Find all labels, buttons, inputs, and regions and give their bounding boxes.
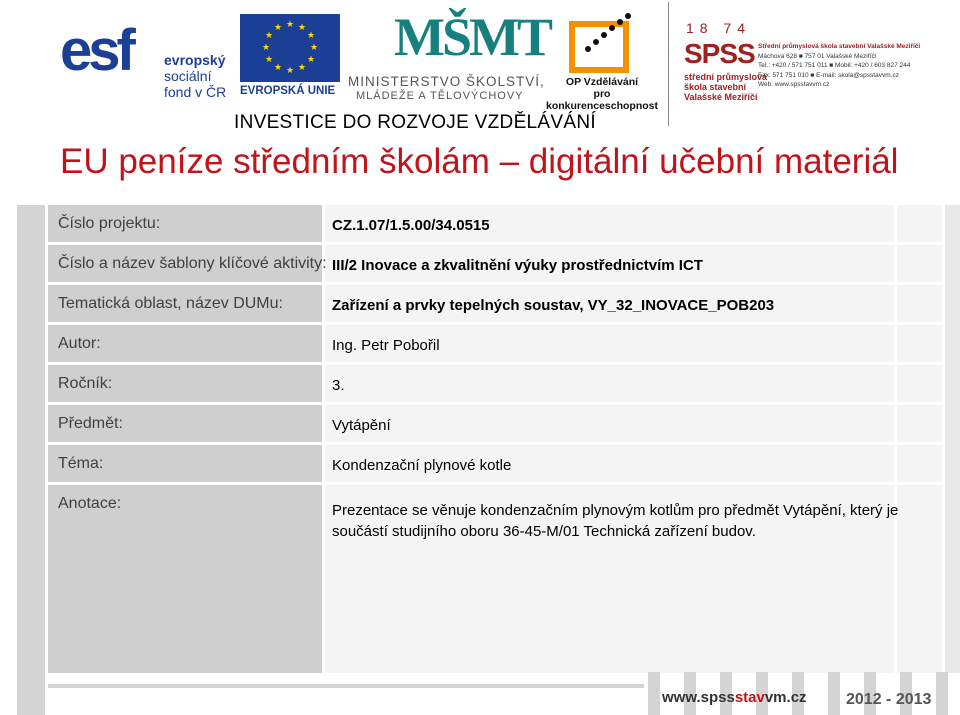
svg-text:★: ★ (285, 20, 295, 30)
footer-cell (828, 672, 840, 715)
column-separator (322, 205, 325, 673)
school-contact (758, 42, 958, 90)
investice-tagline: INVESTICE DO ROZVOJE VZDĚLÁVÁNÍ (234, 112, 596, 133)
row-label-theme: Téma: (58, 455, 104, 472)
row-label-annotation: Anotace: (58, 495, 122, 512)
eu-logo-caption: EVROPSKÁ UNIE (240, 85, 336, 97)
row-value-template: III/2 Inovace a zkvalitnění výuky prostřednictvím ICT (332, 257, 703, 274)
row-label-author: Autor: (58, 335, 101, 352)
right-separator (894, 205, 897, 673)
row-value-annotation: Prezentace se věnuje kondenzačním plynovým kotlům pro předmět Vytápění, který je součástí studijního oboru 36-45-M/01 Technická zařízení budov. (332, 502, 899, 540)
esf-logo (60, 14, 232, 100)
row-separator (48, 482, 942, 485)
spss-logo-mark: SPSS (684, 38, 755, 69)
label-column (48, 205, 322, 673)
footer-web-post: vm.cz (764, 689, 807, 706)
footer-website (662, 690, 807, 705)
row-separator (48, 402, 942, 405)
svg-text:★: ★ (306, 31, 316, 41)
op-logo-line2: pro konkurenceschopnost (545, 88, 659, 112)
logo-bar (0, 0, 960, 133)
page-title: EU peníze středním školám – digitální učební materiál (60, 142, 899, 181)
school-name: Střední průmyslová škola stavební Valašské Meziříčí (758, 43, 921, 50)
row-label-topic: Tematická oblast, název DUMu: (58, 295, 283, 312)
footer-cell (648, 672, 660, 715)
footer-rail (17, 672, 45, 715)
school-address: Máchova 628 ■ 757 01 Valašské Meziříčí (758, 52, 877, 60)
row-separator (48, 362, 942, 365)
msmt-logo-line1: MINISTERSTVO ŠKOLSTVÍ, (348, 74, 545, 89)
svg-text:★: ★ (273, 63, 283, 73)
school-tel: Tel.: +420 / 571 751 011 ■ Mobil: +420 / 603 827 244 (758, 62, 911, 69)
value-column (325, 205, 942, 673)
school-fax: Fax: 571 751 010 ■ E-mail: skola@spsstavvm.cz (758, 71, 899, 79)
footer-web-accent: stav (734, 689, 765, 706)
footer-line (48, 684, 644, 688)
msmt-logo (346, 7, 550, 102)
logo-divider (668, 2, 669, 126)
svg-text:★: ★ (309, 43, 319, 53)
footer-years: 2012 - 2013 (846, 691, 932, 708)
op-logo-caption (544, 76, 660, 112)
op-logo (544, 10, 660, 112)
row-separator (48, 442, 942, 445)
svg-text:★: ★ (285, 66, 295, 76)
row-label-template: Číslo a název šablony klíčové aktivity: (58, 255, 327, 272)
esf-logo-line1: evropský (164, 52, 226, 68)
right-rail (945, 205, 960, 673)
left-rail (17, 205, 45, 673)
esf-logo-mark: esf (60, 18, 132, 83)
spss-logo-line2: škola stavební (684, 82, 747, 92)
svg-text:★: ★ (297, 63, 307, 73)
row-separator (48, 282, 942, 285)
eu-flag-icon (240, 14, 340, 82)
spss-logo-line3: Valašské Meziříčí (684, 92, 758, 102)
row-label-grade: Ročník: (58, 375, 113, 392)
row-label-subject: Předmět: (58, 415, 123, 432)
svg-text:★: ★ (264, 55, 274, 65)
row-value-author: Ing. Petr Pobořil (332, 337, 440, 354)
svg-text:★: ★ (264, 31, 274, 41)
esf-logo-line3: fond v ČR (164, 84, 227, 100)
msmt-logo-mark: MŠMT (394, 7, 550, 67)
row-value-subject: Vytápění (332, 417, 391, 434)
row-separator (48, 322, 942, 325)
row-value-topic: Zařízení a prvky tepelných soustav, VY_32_INOVACE_POB203 (332, 297, 775, 314)
info-table (48, 205, 942, 673)
svg-text:★: ★ (297, 23, 307, 33)
school-web: Web: www.spsstavvm.cz (758, 81, 830, 88)
spss-logo (680, 20, 768, 102)
footer-web-pre: www.spss (662, 689, 735, 706)
svg-text:★: ★ (261, 43, 271, 53)
spss-logo-line1: střední průmyslová (684, 72, 768, 82)
op-logo-line1: OP Vzdělávání (565, 76, 639, 88)
eu-logo (240, 14, 342, 100)
op-logo-icon (568, 10, 638, 74)
footer-bar (0, 672, 960, 715)
row-value-grade: 3. (332, 377, 345, 394)
row-separator (48, 242, 942, 245)
row-value-project: CZ.1.07/1.5.00/34.0515 (332, 217, 490, 234)
esf-logo-line2: sociální (164, 68, 212, 84)
row-label-project: Číslo projektu: (58, 215, 161, 232)
svg-text:★: ★ (273, 23, 283, 33)
row-value-theme: Kondenzační plynové kotle (332, 457, 512, 474)
msmt-logo-line2: MLÁDEŽE A TĚLOVÝCHOVY (356, 90, 524, 102)
footer-cell (936, 672, 948, 715)
spss-logo-years: 18 74 (686, 20, 752, 36)
svg-text:★: ★ (306, 55, 316, 65)
